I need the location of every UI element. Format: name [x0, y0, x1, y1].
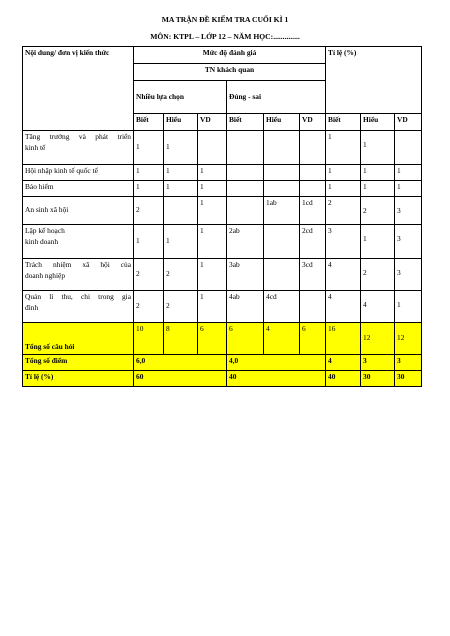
cell-mc-biet: 1 [134, 131, 164, 165]
cell-mc-biet: 1 [134, 165, 164, 181]
total-points-row [23, 355, 422, 371]
cell-mc-biet: 2 [134, 291, 164, 323]
cell-tf-hieu [264, 181, 300, 197]
header-mc-vd: VD [198, 114, 227, 131]
header-level: Mức độ đánh giá [134, 47, 326, 64]
cell-tf-biet [227, 131, 264, 165]
cell-points-tf: 4,0 [227, 355, 326, 371]
cell-r-biet: 1 [326, 165, 361, 181]
cell-mc-hieu: 1 [164, 181, 198, 197]
cell-r-hieu: 1 [361, 165, 395, 181]
cell-tf-hieu: 4 [264, 323, 300, 355]
cell-r-hieu: 2 [361, 197, 395, 225]
cell-mc-hieu: 2 [164, 291, 198, 323]
cell-r-hieu: 1 [361, 181, 395, 197]
total-questions-row [23, 323, 422, 355]
table-row [23, 165, 422, 181]
cell-tf-hieu [264, 165, 300, 181]
cell-tf-biet [227, 165, 264, 181]
header-content: Nội dung/ đơn vị kiến thức [23, 47, 134, 131]
table-row [23, 259, 422, 291]
cell-r-hieu: 2 [361, 259, 395, 291]
table-row [23, 291, 422, 323]
header-mc-hieu: Hiểu [164, 114, 198, 131]
header-mc-biet: Biết [134, 114, 164, 131]
cell-tf-hieu [264, 131, 300, 165]
cell-mc-vd: 1 [198, 291, 227, 323]
table-row [23, 131, 422, 165]
row-topic: Lập kế hoạch kinh doanh [23, 225, 134, 259]
cell-r-hieu: 3 [361, 355, 395, 371]
cell-r-hieu: 12 [361, 323, 395, 355]
cell-mc-hieu [164, 197, 198, 225]
cell-tf-hieu [264, 259, 300, 291]
cell-tf-vd [300, 165, 326, 181]
cell-mc-biet: 1 [134, 181, 164, 197]
cell-mc-vd: 1 [198, 165, 227, 181]
ratio-row [23, 371, 422, 387]
cell-tf-hieu: 4cd [264, 291, 300, 323]
cell-r-vd: 1 [395, 165, 422, 181]
cell-mc-biet: 2 [134, 259, 164, 291]
cell-r-hieu: 1 [361, 131, 395, 165]
cell-r-biet: 4 [326, 291, 361, 323]
matrix-table [22, 46, 422, 387]
header-tf-hieu: Hiểu [264, 114, 300, 131]
cell-points-mc: 6,0 [134, 355, 227, 371]
cell-tf-biet: 4ab [227, 291, 264, 323]
total-questions-label: Tổng số câu hỏi [23, 323, 134, 355]
header-tf-vd: VD [300, 114, 326, 131]
cell-r-vd: 3 [395, 259, 422, 291]
cell-r-vd: 12 [395, 323, 422, 355]
cell-mc-biet: 2 [134, 197, 164, 225]
header-true-false: Đúng - sai [227, 81, 326, 114]
cell-r-vd: 3 [395, 355, 422, 371]
row-topic: Quản lí thu, chi trong gia đình [23, 291, 134, 323]
cell-tf-biet: 2ab [227, 225, 264, 259]
cell-r-biet: 3 [326, 225, 361, 259]
cell-r-hieu: 4 [361, 291, 395, 323]
row-topic: Trách nhiệm xã hội của doanh nghiệp [23, 259, 134, 291]
header-r-hieu: Hiểu [361, 114, 395, 131]
cell-mc-vd [198, 131, 227, 165]
header-r-biet: Biết [326, 114, 361, 131]
cell-r-biet: 16 [326, 323, 361, 355]
cell-mc-hieu: 1 [164, 165, 198, 181]
cell-tf-biet: 3ab [227, 259, 264, 291]
cell-tf-vd [300, 181, 326, 197]
cell-tf-vd: 1cd [300, 197, 326, 225]
cell-tf-hieu [264, 225, 300, 259]
table-row [23, 197, 422, 225]
cell-r-vd: 1 [395, 291, 422, 323]
cell-r-vd [395, 131, 422, 165]
cell-r-vd: 30 [395, 371, 422, 387]
cell-tf-vd: 3cd [300, 259, 326, 291]
cell-mc-hieu: 1 [164, 225, 198, 259]
cell-r-biet: 4 [326, 259, 361, 291]
cell-tf-vd: 2cd [300, 225, 326, 259]
row-topic: An sinh xã hội [23, 197, 134, 225]
cell-mc-vd: 6 [198, 323, 227, 355]
row-topic: Hội nhập kinh tế quốc tế [23, 165, 134, 181]
header-r-vd: VD [395, 114, 422, 131]
row-topic: Tăng trưởng và phát triển kinh tế [23, 131, 134, 165]
header-ratio: Tỉ lệ (%) [326, 47, 422, 114]
row-topic: Bảo hiểm [23, 181, 134, 197]
cell-tf-biet [227, 181, 264, 197]
cell-r-biet: 2 [326, 197, 361, 225]
cell-tf-vd [300, 291, 326, 323]
cell-mc-hieu: 8 [164, 323, 198, 355]
cell-mc-biet: 1 [134, 225, 164, 259]
cell-tf-vd [300, 131, 326, 165]
doc-title: MA TRẬN ĐỀ KIỂM TRA CUỐI KÌ 1 [161, 15, 289, 24]
cell-r-biet: 40 [326, 371, 361, 387]
cell-r-biet: 4 [326, 355, 361, 371]
table-row [23, 181, 422, 197]
cell-r-hieu: 1 [361, 225, 395, 259]
header-objective: TN khách quan [134, 64, 326, 81]
cell-r-biet: 1 [326, 131, 361, 165]
header-multiple-choice: Nhiều lựa chọn [134, 81, 227, 114]
cell-ratio-tf: 40 [227, 371, 326, 387]
header-tf-biet: Biết [227, 114, 264, 131]
cell-tf-hieu: 1ab [264, 197, 300, 225]
cell-r-biet: 1 [326, 181, 361, 197]
cell-mc-vd: 1 [198, 225, 227, 259]
cell-mc-hieu: 1 [164, 131, 198, 165]
doc-subtitle: MÔN: KTPL – LỚP 12 – NĂM HỌC:.............. [150, 32, 300, 41]
cell-r-vd: 3 [395, 197, 422, 225]
cell-r-vd: 1 [395, 181, 422, 197]
cell-tf-biet [227, 197, 264, 225]
cell-ratio-mc: 60 [134, 371, 227, 387]
table-row [23, 225, 422, 259]
cell-tf-biet: 6 [227, 323, 264, 355]
cell-tf-vd: 6 [300, 323, 326, 355]
cell-mc-vd: 1 [198, 197, 227, 225]
cell-r-vd: 3 [395, 225, 422, 259]
cell-mc-biet: 10 [134, 323, 164, 355]
cell-mc-hieu: 2 [164, 259, 198, 291]
total-points-label: Tổng số điểm [23, 355, 134, 371]
cell-r-hieu: 30 [361, 371, 395, 387]
ratio-label: Tỉ lệ (%) [23, 371, 134, 387]
cell-mc-vd: 1 [198, 181, 227, 197]
cell-mc-vd: 1 [198, 259, 227, 291]
